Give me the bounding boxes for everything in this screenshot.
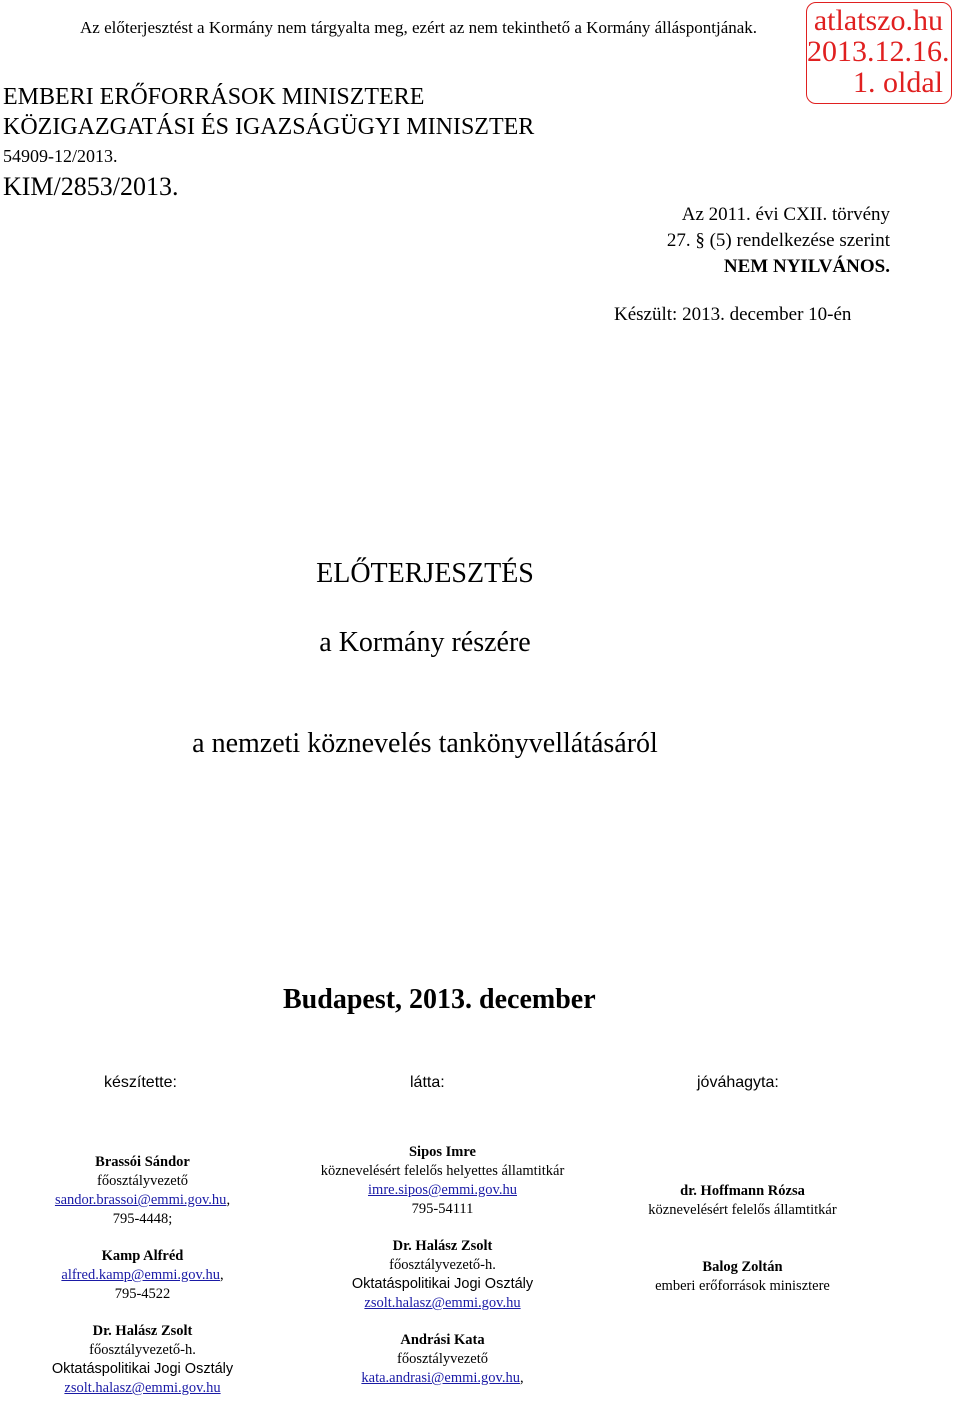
person-name: Sipos Imre xyxy=(408,1144,476,1160)
person-name: Kamp Alfréd xyxy=(101,1248,184,1264)
seen-by-column: Sipos Imre köznevelésért felelős helyettes államtitkár imre.sipos@emmi.gov.hu 795-54111 Dr. Halász Zsolt főosztályvezető-h. Oktatáspolitikai Jogi Osztály zsolt.halasz@emmi.gov.hu Andrási Kata főosztályvezető kata.andrasi@emmi.gov.hu, xyxy=(290,1143,595,1388)
stamp-date: 2013.12.16. xyxy=(807,35,950,68)
person-phone: 795-4522 xyxy=(114,1286,171,1302)
document-subject: a nemzeti köznevelés tankönyvellátásáról xyxy=(192,728,658,759)
law-reference: Az 2011. évi CXII. törvény xyxy=(681,204,890,225)
email-link[interactable]: zsolt.halasz@emmi.gov.hu xyxy=(64,1380,221,1396)
ministry-2: KÖZIGAZGATÁSI ÉS IGAZSÁGÜGYI MINISZTER xyxy=(3,114,535,140)
email-link[interactable]: zsolt.halasz@emmi.gov.hu xyxy=(364,1295,521,1311)
person-name: dr. Hoffmann Rózsa xyxy=(680,1183,805,1199)
watermark-stamp xyxy=(806,2,952,104)
role-seen: látta: xyxy=(410,1074,445,1091)
person-name: Brassói Sándor xyxy=(95,1154,190,1170)
stamp-page: 1. oldal xyxy=(853,66,943,99)
person-title: emberi erőforrások minisztere xyxy=(655,1278,830,1294)
person-title: főosztályvezető xyxy=(97,1173,188,1189)
person-dept: Oktatáspolitikai Jogi Osztály xyxy=(51,1361,234,1377)
person-name: Andrási Kata xyxy=(400,1332,485,1348)
place-date: Budapest, 2013. december xyxy=(283,984,596,1015)
email-link[interactable]: kata.andrasi@emmi.gov.hu xyxy=(361,1370,520,1386)
person-title: köznevelésért felelős helyettes államtitkár xyxy=(320,1163,565,1179)
law-clause: 27. § (5) rendelkezése szerint xyxy=(666,230,890,251)
made-date: Készült: 2013. december 10-én xyxy=(614,304,852,325)
role-prepared: készítette: xyxy=(104,1074,177,1091)
email-link[interactable]: imre.sipos@emmi.gov.hu xyxy=(368,1182,517,1198)
top-notice: Az előterjesztést a Kormány nem tárgyalta meg, ezért az nem tekinthető a Kormány álláspontjának. xyxy=(80,18,758,37)
reference-2: KIM/2853/2013. xyxy=(3,172,179,201)
person-title: főosztályvezető-h. xyxy=(89,1342,196,1358)
person-title: főosztályvezető xyxy=(397,1351,488,1367)
person-title: köznevelésért felelős államtitkár xyxy=(648,1202,837,1218)
stamp-site: atlatszo.hu xyxy=(813,4,943,37)
person-dept: Oktatáspolitikai Jogi Osztály xyxy=(351,1276,534,1292)
document-title: ELŐTERJESZTÉS xyxy=(316,558,534,589)
approved-by-column xyxy=(610,1182,875,1296)
prepared-by-column: Brassói Sándor főosztályvezető sandor.brassoi@emmi.gov.hu, 795-4448; Kamp Alfréd alfred.kamp@emmi.gov.hu, 795-4522 Dr. Halász Zsolt főosztályvezető-h. Oktatáspolitikai Jogi Osztály zsolt.halasz@emmi.gov.hu xyxy=(20,1153,265,1398)
person-name: Dr. Halász Zsolt xyxy=(92,1323,193,1339)
ministry-1: EMBERI ERŐFORRÁSOK MINISZTERE xyxy=(3,84,425,110)
email-link[interactable]: sandor.brassoi@emmi.gov.hu xyxy=(54,1192,227,1208)
email-link[interactable]: alfred.kamp@emmi.gov.hu xyxy=(61,1267,220,1283)
person-phone: 795-4448; xyxy=(112,1211,173,1227)
person-title: főosztályvezető-h. xyxy=(389,1257,496,1273)
role-approved: jóváhagyta: xyxy=(697,1074,779,1091)
person-phone: 795-54111 xyxy=(411,1201,474,1217)
reference-1: 54909-12/2013. xyxy=(3,146,118,166)
person-name: Balog Zoltán xyxy=(702,1259,783,1275)
document-recipient: a Kormány részére xyxy=(319,627,531,658)
person-name: Dr. Halász Zsolt xyxy=(392,1238,493,1254)
classification-status: NEM NYILVÁNOS. xyxy=(723,256,890,277)
